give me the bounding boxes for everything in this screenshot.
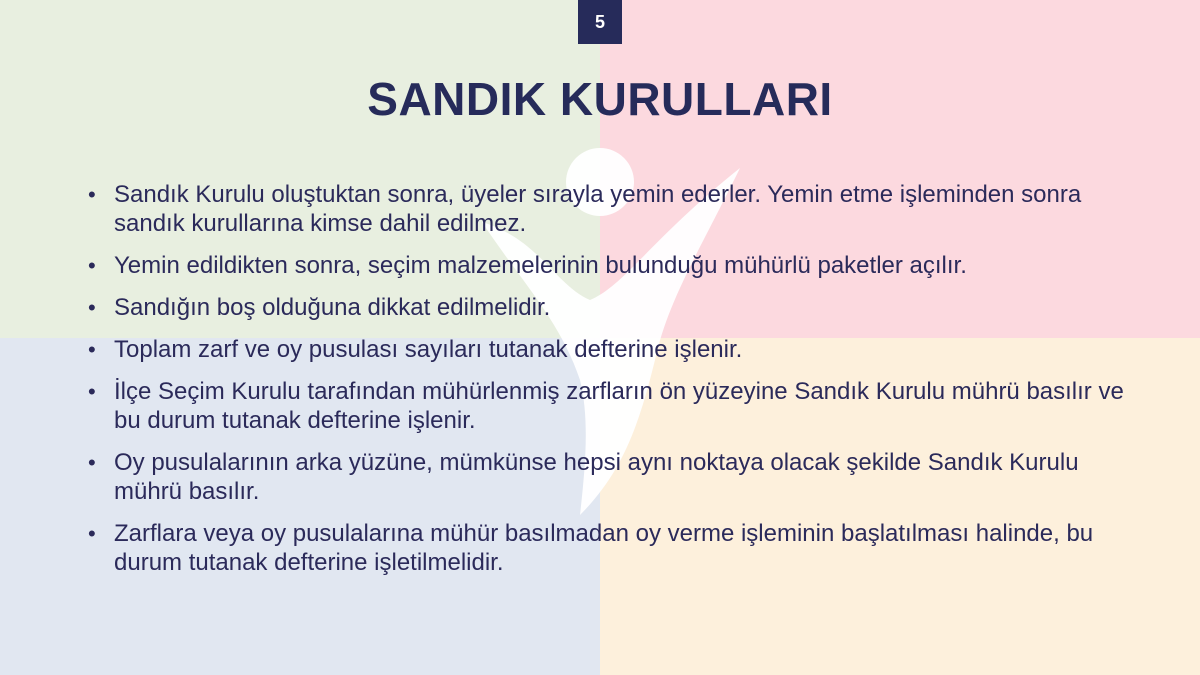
bullet-item bbox=[86, 448, 1146, 506]
bullet-text: Sandığın boş olduğuna dikkat edilmelidir. bbox=[114, 294, 551, 321]
slide-title: SANDIK KURULLARI bbox=[367, 73, 833, 125]
bullet-text: Yemin edildikten sonra, seçim malzemelerinin bulunduğu mühürlü paketler açılır. bbox=[114, 252, 967, 279]
bullet-list bbox=[86, 180, 1146, 590]
bullet-text: İlçe Seçim Kurulu tarafından mühürlenmiş zarfların ön yüzeyine Sandık Kurulu mührü basılır ve bu durum tutanak defterine işlenir. bbox=[114, 378, 1124, 434]
bullet-text: Oy pusulalarının arka yüzüne, mümkünse hepsi aynı noktaya olacak şekilde Sandık Kurulu mührü basılır. bbox=[114, 449, 1079, 505]
bullet-item bbox=[86, 377, 1146, 435]
bullet-item bbox=[86, 251, 1146, 280]
page-number-badge: 5 bbox=[578, 0, 622, 44]
bullet-item bbox=[86, 180, 1146, 238]
bullet-text: Zarflara veya oy pusulalarına mühür basılmadan oy verme işleminin başlatılması halinde, bu durum tutanak defterine işletilmelidir. bbox=[114, 520, 1094, 576]
bullet-item bbox=[86, 519, 1146, 577]
bullet-text: Sandık Kurulu oluştuktan sonra, üyeler sırayla yemin ederler. Yemin etme işleminden sonra sandık kurullarına kimse dahil edilmez. bbox=[114, 181, 1082, 237]
bullet-dot-icon: • bbox=[88, 450, 96, 475]
bullet-dot-icon: • bbox=[88, 337, 96, 362]
bullet-dot-icon: • bbox=[88, 521, 96, 546]
bullet-item bbox=[86, 293, 1146, 322]
bullet-text: Toplam zarf ve oy pusulası sayıları tutanak defterine işlenir. bbox=[114, 336, 743, 363]
bullet-dot-icon: • bbox=[88, 379, 96, 404]
bullet-dot-icon: • bbox=[88, 295, 96, 320]
bullet-dot-icon: • bbox=[88, 253, 96, 278]
bullet-dot-icon: • bbox=[88, 182, 96, 207]
bullet-item bbox=[86, 335, 1146, 364]
